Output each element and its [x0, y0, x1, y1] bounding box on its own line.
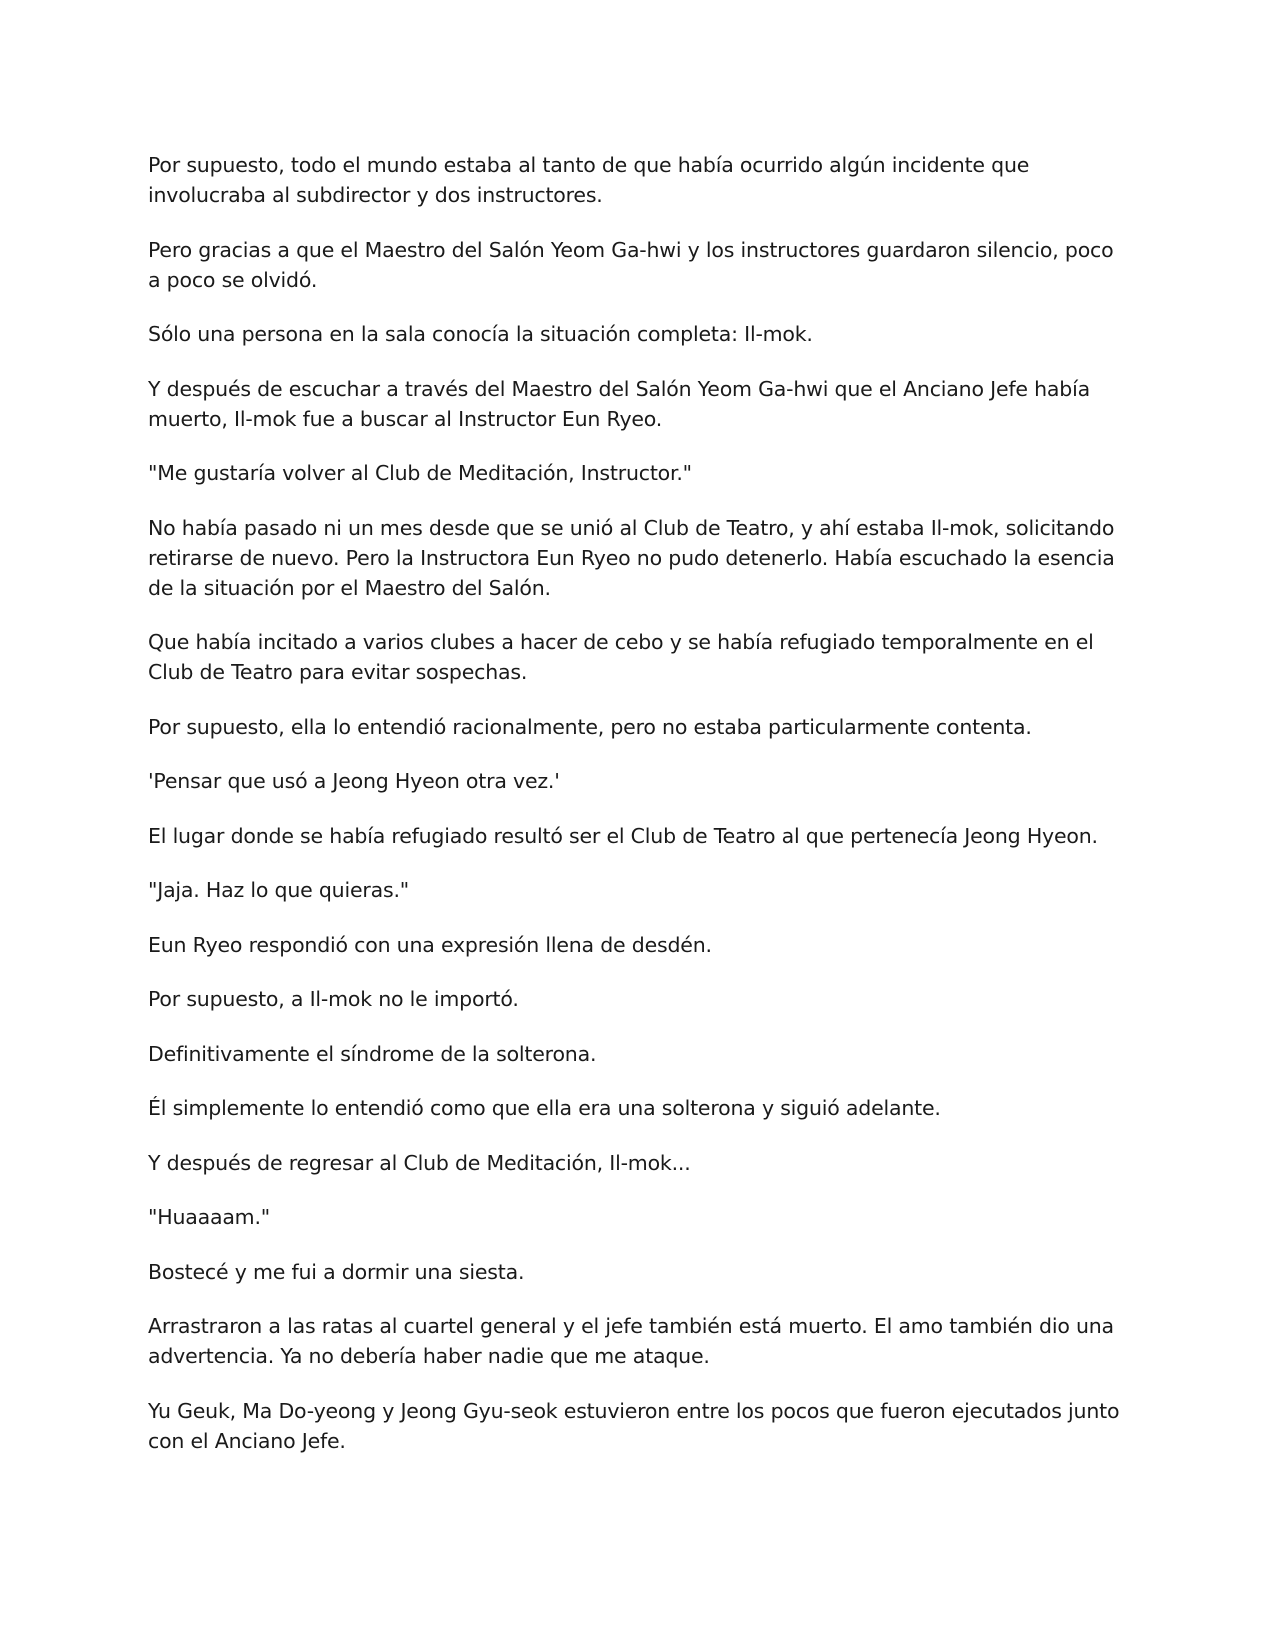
paragraph: Definitivamente el síndrome de la solterona. — [148, 1041, 597, 1066]
paragraph: Y después de regresar al Club de Meditación, Il-mok... — [148, 1150, 691, 1175]
paragraph: Por supuesto, a Il-mok no le importó. — [148, 987, 519, 1011]
paragraph: Él simplemente lo entendió como que ella era una solterona y siguió adelante. — [148, 1096, 941, 1120]
paragraph: Y después de escuchar a través del Maestro del Salón Yeom Ga-hwi que el Anciano Jefe había muerto, Il-mok fue a buscar al Instructor Eun Ryeo. — [148, 376, 1090, 431]
paragraph: Arrastraron a las ratas al cuartel general y el jefe también está muerto. El amo también dio una advertencia. Ya no debería haber nadie que me ataque. — [148, 1314, 1114, 1368]
paragraph: Pero gracias a que el Maestro del Salón Yeom Ga-hwi y los instructores guardaron silencio, poco a poco se olvidó. — [148, 237, 1114, 292]
paragraph: Sólo una persona en la sala conocía la situación completa: Il-mok. — [148, 322, 813, 346]
paragraph: "Me gustaría volver al Club de Meditación, Instructor." — [148, 461, 692, 485]
paragraph: Yu Geuk, Ma Do-yeong y Jeong Gyu-seok estuvieron entre los pocos que fueron ejecutados junto con el Anciano Jefe. — [148, 1398, 1120, 1453]
paragraph: "Huaaaam." — [148, 1205, 271, 1229]
paragraph: Eun Ryeo respondió con una expresión llena de desdén. — [148, 932, 712, 957]
paragraph: El lugar donde se había refugiado resultó ser el Club de Teatro al que pertenecía Jeong Hyeon. — [148, 823, 1098, 848]
document-body — [148, 150, 1128, 1480]
paragraph: Que había incitado a varios clubes a hacer de cebo y se había refugiado temporalmente en el Club de Teatro para evitar sospechas. — [148, 630, 1094, 684]
paragraph: "Jaja. Haz lo que quieras." — [148, 878, 409, 902]
paragraph: Por supuesto, todo el mundo estaba al tanto de que había ocurrido algún incidente que involucraba al subdirector y dos instructores. — [148, 153, 1030, 207]
paragraph: 'Pensar que usó a Jeong Hyeon otra vez.' — [148, 769, 560, 793]
paragraph: Bostecé y me fui a dormir una siesta. — [148, 1259, 525, 1284]
paragraph: No había pasado ni un mes desde que se unió al Club de Teatro, y ahí estaba Il-mok, solicitando retirarse de nuevo. Pero la Instructora Eun Ryeo no pudo detenerlo. Había escuchado la esencia de la situación por el Maestro del Salón. — [148, 515, 1115, 600]
paragraph: Por supuesto, ella lo entendió racionalmente, pero no estaba particularmente contenta. — [148, 714, 1032, 739]
